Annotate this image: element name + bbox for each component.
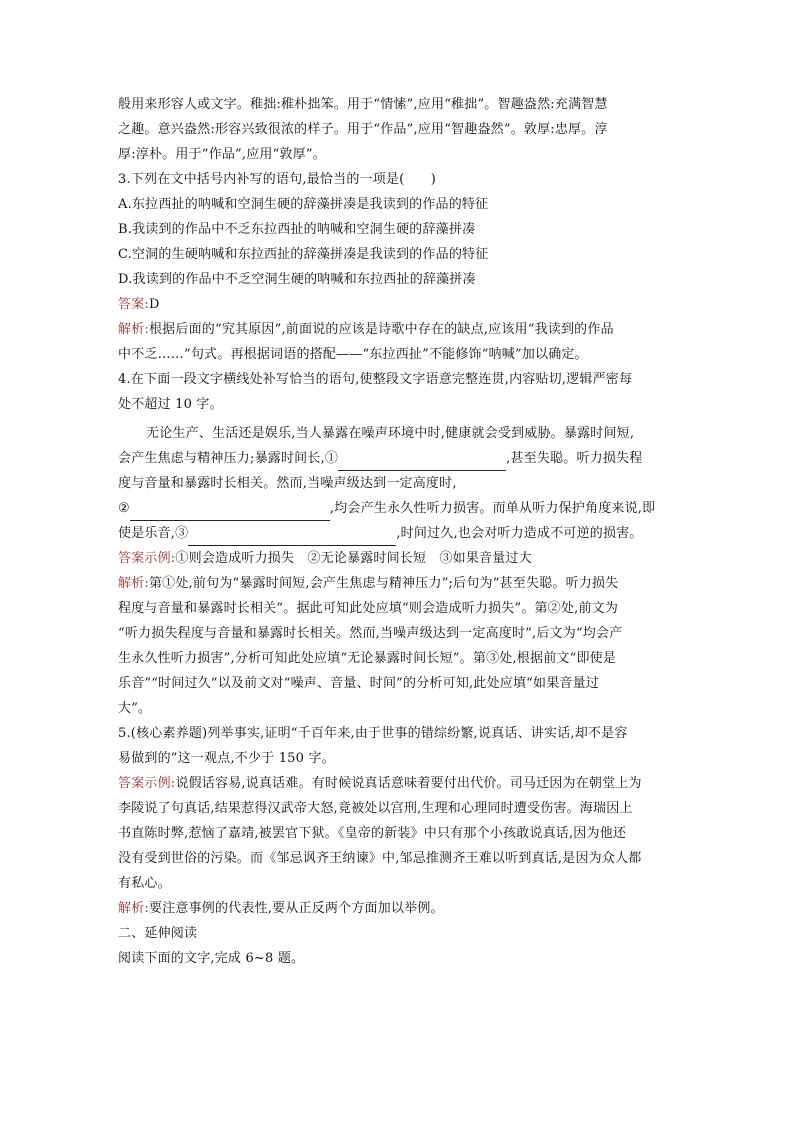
document-page <box>118 92 678 971</box>
q3-answer-value: D <box>148 297 160 312</box>
fill-blank-1[interactable] <box>338 452 506 471</box>
q4-para-line-2a: 会产生焦虑与精神压力;暴露时间长,① <box>118 451 339 466</box>
q4-analysis-line-2: 程度与音量和暴露时长相关”。据此可知此处应填“则会造成听力损失”。第②处,前文为 <box>118 601 619 616</box>
q3-option-b: B.我读到的作品中不乏东拉西扯的呐喊和空洞生硬的辞藻拼凑 <box>118 222 476 237</box>
q4-para-line-1: 无论生产、生活还是娱乐,当人暴露在噪声环境中时,健康就会受到威胁。暴露时间短, <box>146 426 635 441</box>
fill-blank-3[interactable] <box>188 527 396 546</box>
q3-answer-label: 答案: <box>118 297 149 312</box>
q3-option-a: A.东拉西扯的呐喊和空洞生硬的辞藻拼凑是我读到的作品的特征 <box>118 197 489 212</box>
q3-analysis-line-2: 中不乏……”句式。再根据词语的搭配——“东拉西扯”不能修饰“呐喊”加以确定。 <box>118 347 588 362</box>
q5-answer-line-3: 书直陈时弊,惹恼了嘉靖,被罢官下狱。《皇帝的新装》中只有那个小孩敢说真话,因为他还 <box>118 826 627 841</box>
q5-stem-line-1: 5.(核心素养题)列举事实,证明“千百年来,由于世事的错综纷繁,说真话、讲实话,却不是容 <box>118 726 628 741</box>
q3-option-d: D.我读到的作品中不乏空洞生硬的呐喊和东拉西扯的辞藻拼凑 <box>118 272 476 287</box>
q5-answer-line-5: 有私心。 <box>118 876 171 891</box>
q4-answer-label: 答案示例: <box>118 551 176 566</box>
q4-para-line-3: 度与音量和暴露时长相关。然而,当噪声级达到一定高度时, <box>118 476 457 491</box>
q5-analysis-label: 解析: <box>118 901 149 916</box>
q4-analysis-line-6: 大”。 <box>118 701 152 716</box>
q5-answer-text-1: 说假话容易,说真话难。有时候说真话意味着要付出代价。司马迁因为在朝堂上为 <box>175 776 642 791</box>
q4-analysis-line-1 <box>118 571 678 596</box>
q4-answer-value: ①则会造成听力损失 ②无论暴露时间长短 ③如果音量过大 <box>175 551 532 566</box>
q5-answer-line-4: 没有受到世俗的污染。而《邹忌讽齐王纳谏》中,邹忌推测齐王难以听到真话,是因为众人都 <box>118 851 642 866</box>
q5-answer-line-1 <box>118 771 678 796</box>
q4-analysis-label: 解析: <box>118 576 149 591</box>
intro-line-1: 般用来形容人或文字。稚拙:稚朴拙笨。用于“情愫”,应用“稚拙”。智趣盎然:充满智慧 <box>118 97 608 112</box>
q5-stem-line-2: 易做到的”这一观点,不少于 150 字。 <box>118 751 335 766</box>
q4-analysis-line-5: 乐音”“时间过久”以及前文对“噪声、音量、时间”的分析可知,此处应填“如果音量过 <box>118 676 600 691</box>
q4-para-line-5b: ,时间过久,也会对听力造成不可逆的损害。 <box>396 526 643 541</box>
q3-option-c: C.空洞的生硬呐喊和东拉西扯的辞藻拼凑是我读到的作品的特征 <box>118 247 489 262</box>
q4-para-line-5 <box>118 521 678 546</box>
q4-stem-line-1: 4.在下面一段文字横线处补写恰当的语句,使整段文字语意完整连贯,内容贴切,逻辑严密每 <box>118 372 633 387</box>
q4-para-line-4a: ② <box>118 501 130 516</box>
q4-para-line-2 <box>118 446 678 471</box>
q4-stem-line-2: 处不超过 10 字。 <box>118 397 223 412</box>
q5-answer-label: 答案示例: <box>118 776 176 791</box>
q3-analysis-label: 解析: <box>118 322 149 337</box>
q4-analysis-line-4: 生永久性听力损害”,分析可知此处应填“无论暴露时间长短”。第③处,根据前文“即使是 <box>118 651 617 666</box>
q4-para-line-2b: ,甚至失聪。听力损失程 <box>506 451 643 466</box>
section-2-instruction: 阅读下面的文字,完成 6~8 题。 <box>118 951 305 966</box>
q3-stem: 3.下列在文中括号内补写的语句,最恰当的一项是( ) <box>118 172 437 187</box>
fill-blank-2[interactable] <box>130 502 330 521</box>
q4-analysis-text-1: 第①处,前句为“暴露时间短,会产生焦虑与精神压力”;后句为“甚至失聪。听力损失 <box>148 576 619 591</box>
q4-para-line-4b: ,均会产生永久性听力损害。而单从听力保护角度来说,即 <box>329 501 656 516</box>
q4-answer <box>118 546 678 571</box>
intro-line-3: 厚:淳朴。用于“作品”,应用“敦厚”。 <box>118 147 326 162</box>
q5-answer-line-2: 李陵说了句真话,结果惹得汉武帝大怒,竟被处以宫刑,生理和心理同时遭受伤害。海瑞因上 <box>118 801 633 816</box>
q4-para-line-4 <box>118 496 678 521</box>
q4-para-line-5a: 使是乐音,③ <box>118 526 189 541</box>
q3-analysis-text-1: 根据后面的“究其原因”,前面说的应该是诗歌中存在的缺点,应该用“我读到的作品 <box>148 322 614 337</box>
q4-analysis-line-3: “听力损失程度与音量和暴露时长相关。然而,当噪声级达到一定高度时”,后文为“均会产 <box>118 626 623 641</box>
q5-analysis-text: 要注意事例的代表性,要从正反两个方面加以举例。 <box>148 901 444 916</box>
intro-line-2: 之趣。意兴盎然:形容兴致很浓的样子。用于“作品”,应用“智趣盎然”。敦厚:忠厚。淳 <box>118 122 608 137</box>
section-2-title: 二、延伸阅读 <box>118 926 198 941</box>
q3-answer <box>118 292 678 317</box>
q5-analysis <box>118 896 678 921</box>
q3-analysis-line-1 <box>118 317 678 342</box>
